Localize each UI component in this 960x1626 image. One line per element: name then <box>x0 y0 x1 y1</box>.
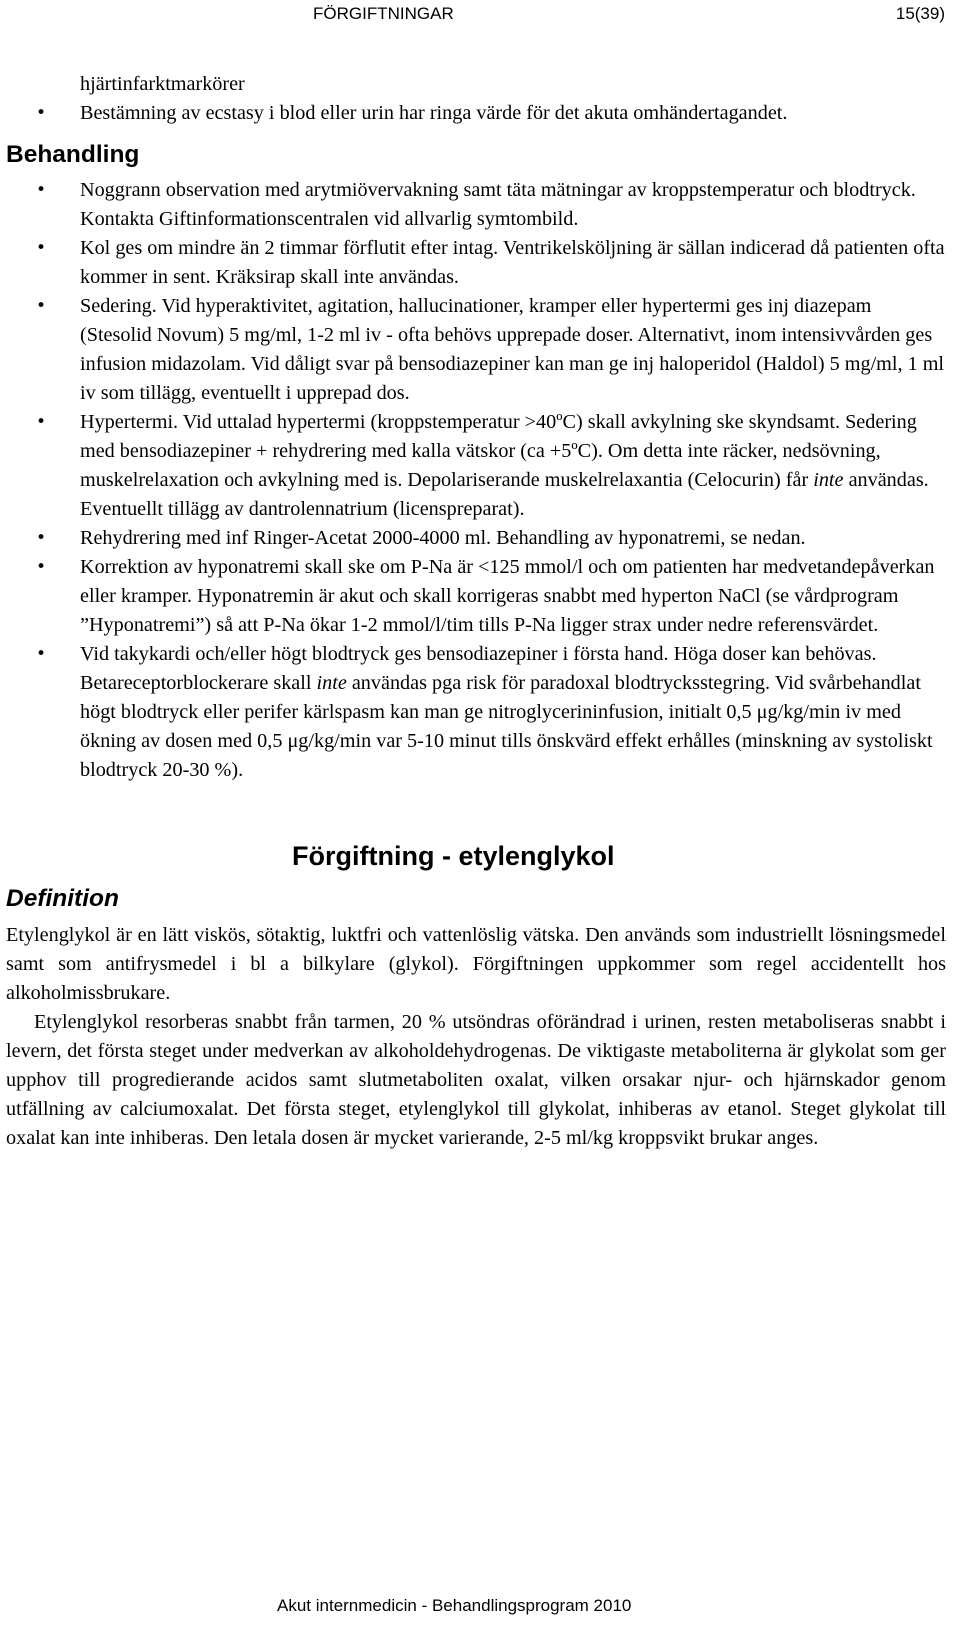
list-item: • Sedering. Vid hyperaktivitet, agitation, hallucinationer, kramper eller hypertermi ges inj diazepam (Stesolid Novum) 5 mg/ml, 1-2 ml iv - ofta behövs upprepade doser. Alternativt, inom intensivvården ges infusion midazolam. Vid dåligt svar på bensodiazepiner kan man ge inj haloperidol (Haldol) 5 mg/ml, 1 ml iv som tillägg, eventuellt i upprepad dos. <box>6 292 946 408</box>
text-run: Hypertermi. Vid uttalad hypertermi (kroppstemperatur >40ºC) skall avkylning ske skyndsamt. Sedering med bensodiazepiner + rehydrering med kalla vätskor (ca +5ºC). Om detta inte räcker, nedsövning, muskelrelaxation och avkylning med is. Depolariserande muskelrelaxantia (Celocurin) får <box>80 411 917 491</box>
section-heading-treatment: Behandling <box>6 141 140 168</box>
list-item: • Korrektion av hyponatremi skall ske om P-Na är <125 mmol/l och om patienten har medvetandepåverkan eller kramper. Hyponatremin är akut och skall korrigeras snabbt med hyperton NaCl (se vårdprogram ”Hyponatremi”) så att P-Na ökar 1-2 mmol/l/tim tills P-Na ligger strax under nedre referensvärdet. <box>6 553 946 640</box>
section-heading-definition: Definition <box>6 885 119 912</box>
page-footer: Akut internmedicin - Behandlingsprogram 2010 <box>277 1596 632 1615</box>
list-item: • Bestämning av ecstasy i blod eller urin har ringa värde för det akuta omhändertagandet. <box>6 99 946 128</box>
paragraph: Etylenglykol är en lätt viskös, sötaktig, luktfri och vattenlöslig vätska. Den används som industriellt lösningsmedel samt som antifrysmedel i bl a bilkylare (glykol). Förgiftningen uppkommer som regel accidentellt hos alkoholmissbrukare. <box>6 924 946 1004</box>
list-item <box>6 408 946 524</box>
header-title: FÖRGIFTNINGAR <box>313 4 454 23</box>
chapter-title: Förgiftning - etylenglykol <box>292 841 615 871</box>
list-item: • Rehydrering med inf Ringer-Acetat 2000-4000 ml. Behandling av hyponatremi, se nedan. <box>6 524 946 553</box>
text-run: Vid takykardi och/eller högt blodtryck ges bensodiazepiner i första hand. Höga doser kan behövas. Betareceptorblockerare skall <box>80 643 877 694</box>
intro-list <box>6 99 946 128</box>
list-item: • Kol ges om mindre än 2 timmar förflutit efter intag. Ventrikelsköljning är sällan indicerad då patienten ofta kommer in sent. Kräksirap skall inte användas. <box>6 234 946 292</box>
page-number: 15(39) <box>895 4 945 23</box>
text-run: användas. Eventuellt tillägg av dantrolennatrium (licenspreparat). <box>80 469 929 520</box>
emphasis: inte <box>316 672 347 694</box>
treatment-list <box>6 176 946 785</box>
continued-text: hjärtinfarktmarkörer <box>80 73 245 95</box>
text-run: användas pga risk för paradoxal blodtrycksstegring. Vid svårbehandlat högt blodtryck eller perifer kärlspasm kan man ge nitroglycerininfusion, initialt 0,5 μg/kg/min iv med ökning av dosen med 0,5 μg/kg/min var 5-10 minut tills önskvärd effekt erhålles (minskning av systoliskt blodtryck 20-30 %). <box>80 672 933 781</box>
paragraph: Etylenglykol resorberas snabbt från tarmen, 20 % utsöndras oförändrad i urinen, resten metaboliseras snabbt i levern, det första steget under medverkan av alkoholdehydrogenas. De viktigaste metaboliterna är glykolat som ger upphov till progredierande acidos samt slutmetaboliten oxalat, vilken orsakar njur- och hjärnskador genom utfällning av calciumoxalat. Det första steget, etylenglykol till glykolat, inhiberas av etanol. Steget glykolat till oxalat kan inte inhiberas. Den letala dosen är mycket varierande, 2-5 ml/kg kroppsvikt brukar anges. <box>6 1011 946 1149</box>
list-item: • Noggrann observation med arytmiövervakning samt täta mätningar av kroppstemperatur och blodtryck. Kontakta Giftinformationscentralen vid allvarlig symtombild. <box>6 176 946 234</box>
list-item <box>6 640 946 785</box>
document-body <box>6 70 946 1153</box>
emphasis: inte <box>813 469 844 491</box>
page-header <box>0 4 960 28</box>
